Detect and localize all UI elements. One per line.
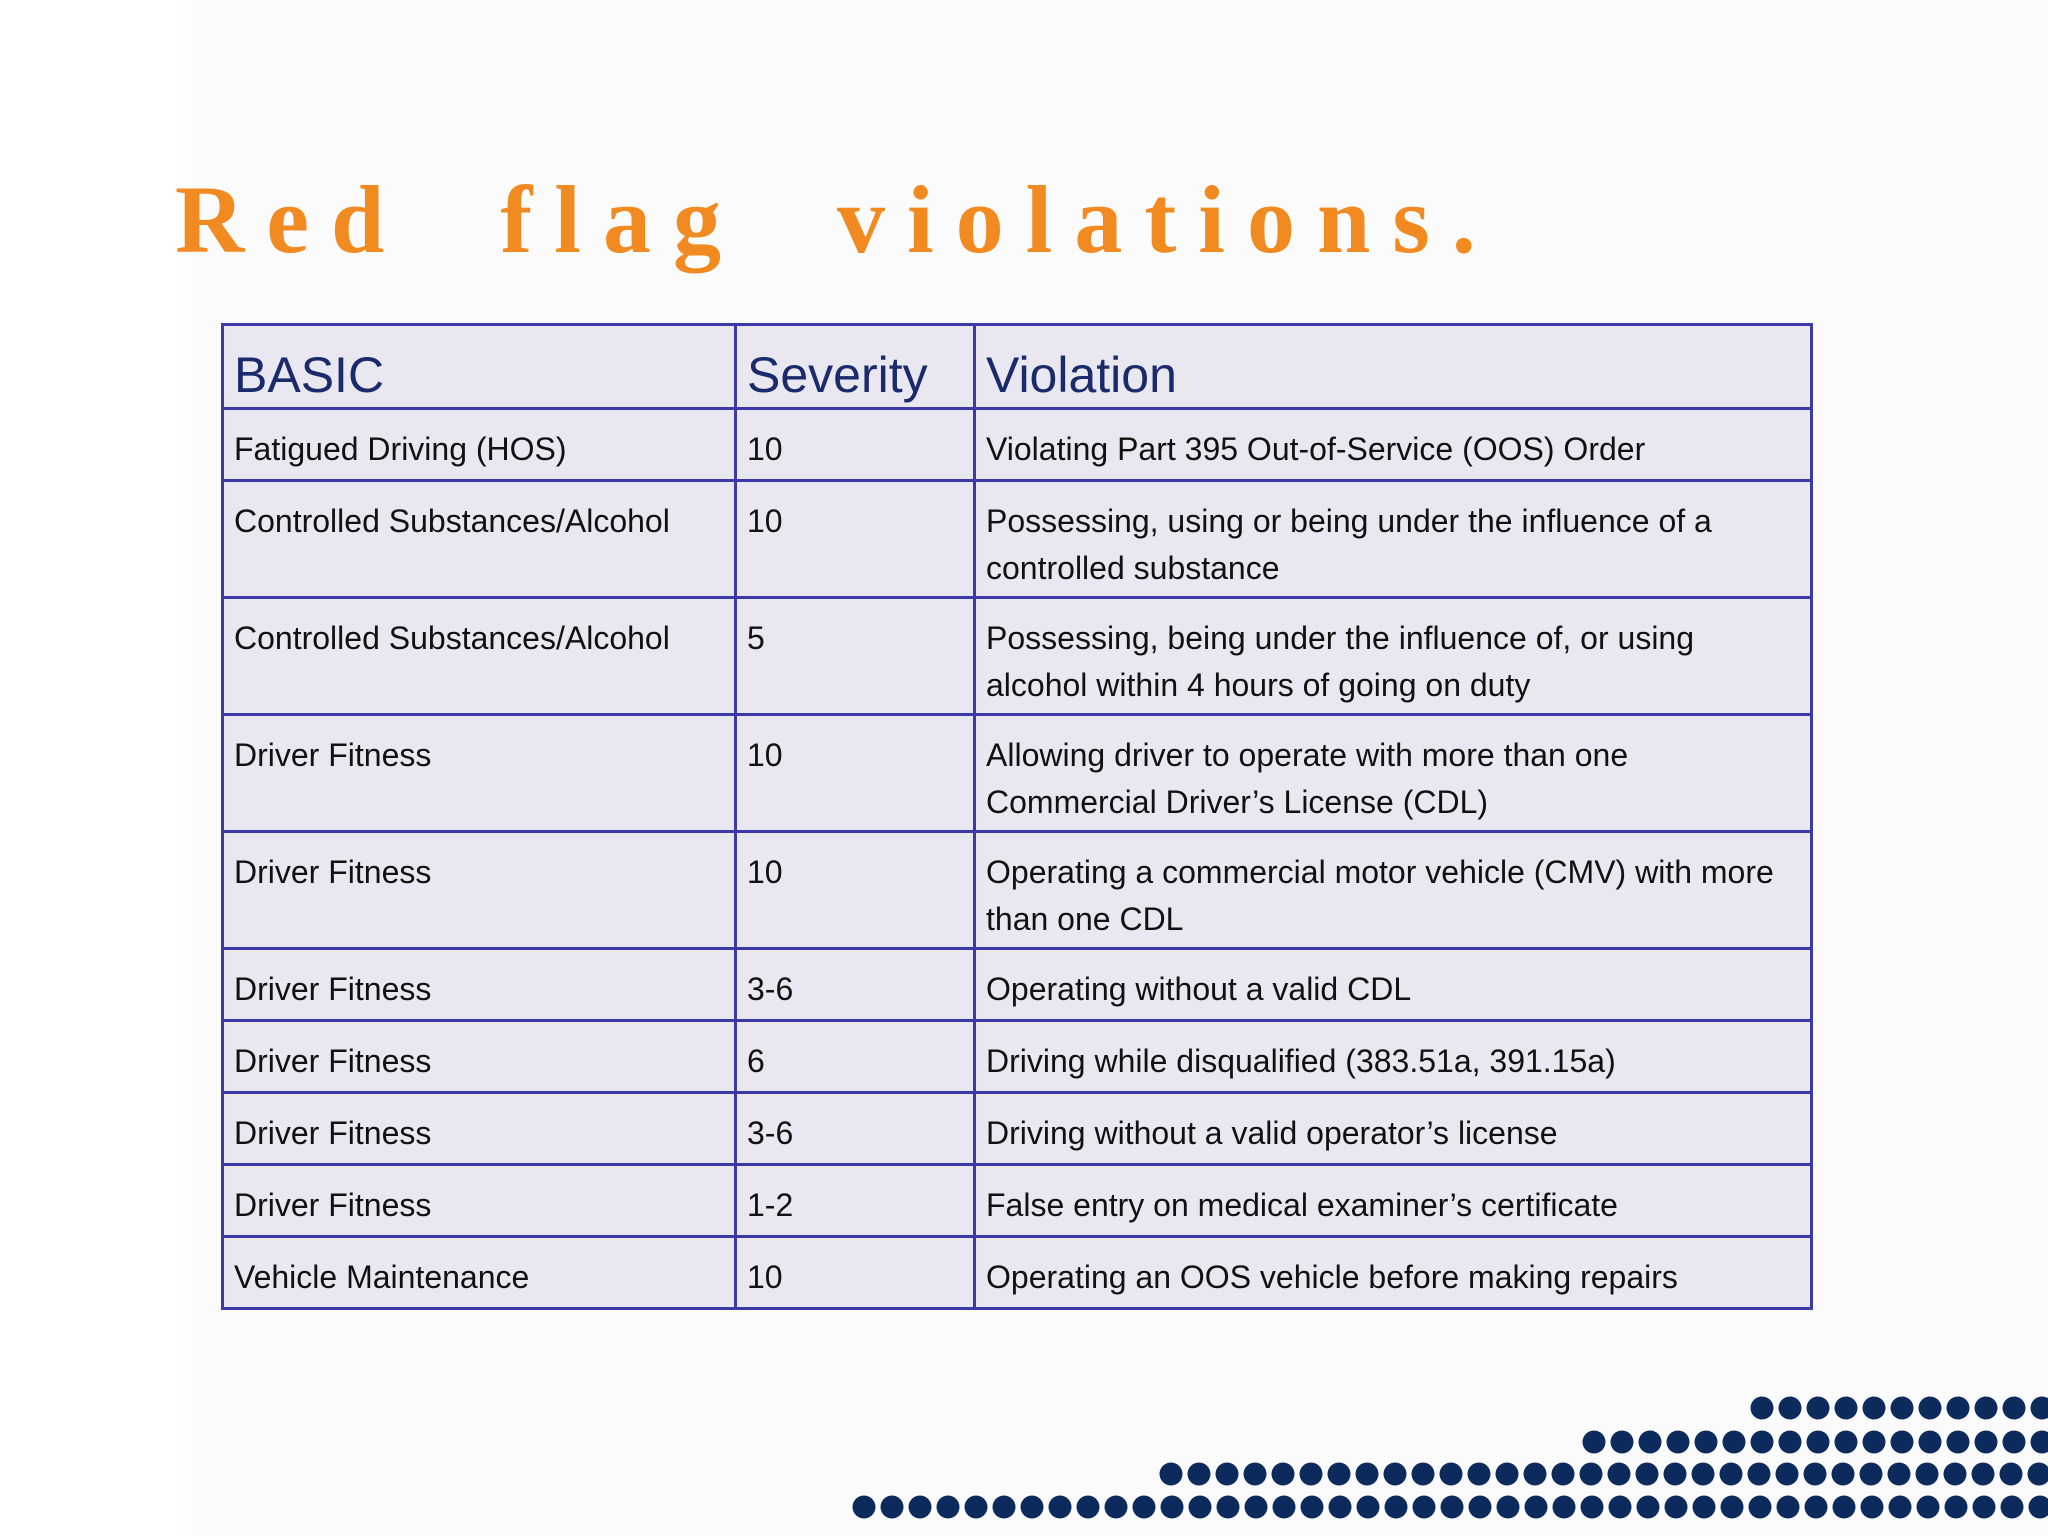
- cell-violation: Possessing, using or being under the influence of a controlled substance: [975, 481, 1812, 598]
- cell-violation: Operating without a valid CDL: [975, 949, 1812, 1021]
- cell-violation: Violating Part 395 Out-of-Service (OOS) Order: [975, 409, 1812, 481]
- cell-basic: Driver Fitness: [223, 1165, 736, 1237]
- cell-violation: Possessing, being under the influence of, or using alcohol within 4 hours of going on duty: [975, 598, 1812, 715]
- cell-severity: 10: [736, 1237, 975, 1309]
- cell-violation: Allowing driver to operate with more than one Commercial Driver’s License (CDL): [975, 715, 1812, 832]
- cell-severity: 3-6: [736, 949, 975, 1021]
- cell-violation: Operating an OOS vehicle before making repairs: [975, 1237, 1812, 1309]
- cell-severity: 1-2: [736, 1165, 975, 1237]
- cell-basic: Vehicle Maintenance: [223, 1237, 736, 1309]
- cell-basic: Controlled Substances/Alcohol: [223, 481, 736, 598]
- cell-basic: Driver Fitness: [223, 832, 736, 949]
- column-header-basic: BASIC: [223, 325, 736, 409]
- slide-title: Red flag violations.: [175, 166, 1498, 273]
- cell-severity: 6: [736, 1021, 975, 1093]
- cell-basic: Driver Fitness: [223, 715, 736, 832]
- cell-severity: 3-6: [736, 1093, 975, 1165]
- cell-basic: Driver Fitness: [223, 1021, 736, 1093]
- cell-severity: 10: [736, 832, 975, 949]
- cell-violation: Driving without a valid operator’s license: [975, 1093, 1812, 1165]
- cell-severity: 10: [736, 409, 975, 481]
- cell-violation: False entry on medical examiner’s certificate: [975, 1165, 1812, 1237]
- column-header-severity: Severity: [736, 325, 975, 409]
- cell-basic: Driver Fitness: [223, 949, 736, 1021]
- column-header-violation: Violation: [975, 325, 1812, 409]
- cell-severity: 5: [736, 598, 975, 715]
- cell-basic: Driver Fitness: [223, 1093, 736, 1165]
- cell-severity: 10: [736, 481, 975, 598]
- cell-violation: Driving while disqualified (383.51a, 391.15a): [975, 1021, 1812, 1093]
- cell-severity: 10: [736, 715, 975, 832]
- cell-basic: Fatigued Driving (HOS): [223, 409, 736, 481]
- cell-violation: Operating a commercial motor vehicle (CMV) with more than one CDL: [975, 832, 1812, 949]
- cell-basic: Controlled Substances/Alcohol: [223, 598, 736, 715]
